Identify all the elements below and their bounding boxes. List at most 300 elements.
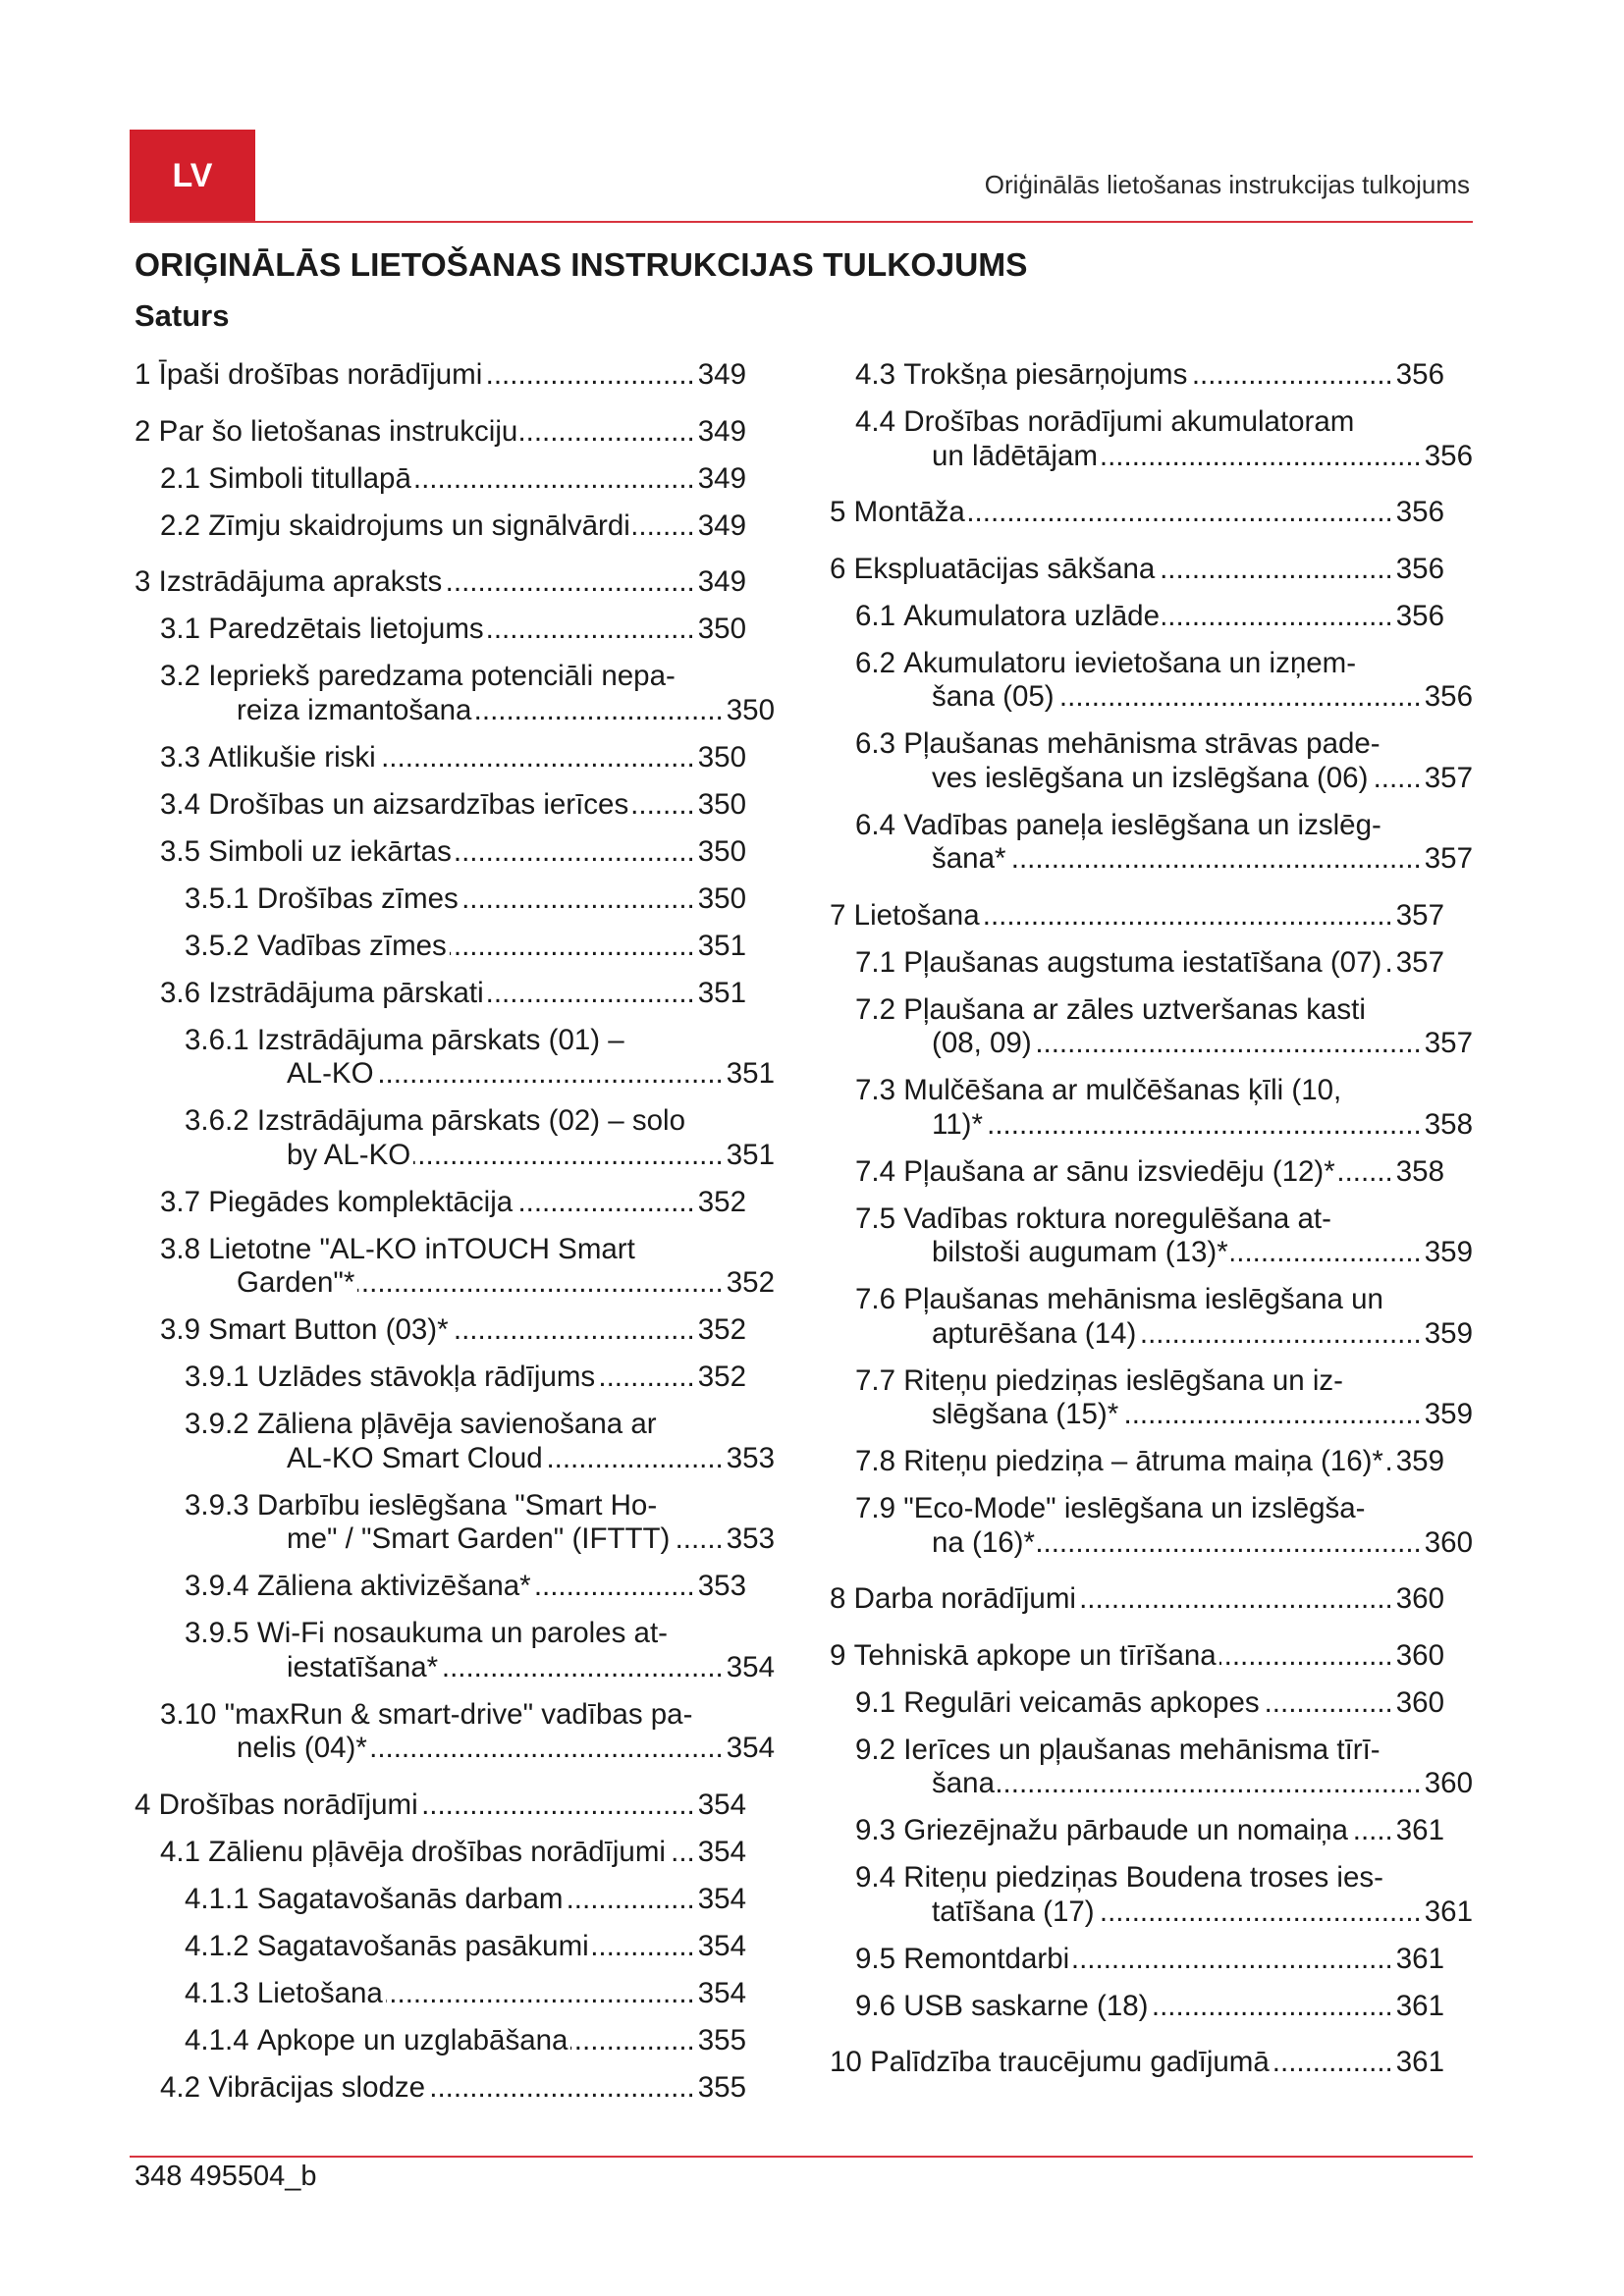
toc-entry-line <box>830 1317 1473 1352</box>
toc-entry <box>135 565 746 600</box>
toc-entry-page: 354 <box>697 1788 746 1821</box>
toc-entry-line <box>830 2046 1444 2080</box>
toc-entry-title: Vibrācijas slodze <box>208 2070 426 2104</box>
toc-entry-page: 349 <box>697 414 746 448</box>
toc-entry <box>830 1733 1473 1801</box>
dot-leader <box>485 358 695 393</box>
toc-entry <box>830 1363 1473 1432</box>
toc-entry <box>135 1883 746 1917</box>
toc-entry <box>830 405 1473 473</box>
toc-entry-line <box>135 509 746 544</box>
toc-entry-title: apturēšana (14) <box>932 1316 1137 1350</box>
toc-entry-title: Iepriekš paredzama potenciāli nepa- <box>208 660 676 692</box>
toc-entry-number: 3.9.4 <box>185 1570 249 1602</box>
toc-entry-title: Palīdzība traucējumu gadījumā <box>870 2046 1270 2078</box>
toc-entry-page: 361 <box>1395 2046 1444 2078</box>
toc-entry-title: Trokšņa piesārņojums <box>903 358 1188 391</box>
toc-entry-number: 3.7 <box>160 1185 201 1218</box>
toc-entry-number: 1 <box>135 358 151 391</box>
toc-entry-page: 349 <box>697 508 746 542</box>
toc-entry <box>135 462 746 497</box>
toc-entry-page: 354 <box>697 1835 746 1868</box>
toc-entry-line <box>135 1732 775 1766</box>
toc-entry-number: 7.7 <box>855 1363 896 1397</box>
toc-entry-line <box>135 1313 746 1348</box>
toc-entry-number: 4.3 <box>855 358 896 391</box>
toc-entry-title: Drošības norādījumi akumulatoram <box>903 405 1355 438</box>
toc-entry <box>830 1074 1473 1142</box>
toc-entry-number: 6.3 <box>855 727 896 760</box>
toc-entry-page: 356 <box>1395 358 1444 391</box>
toc-entry-page: 359 <box>1424 1236 1473 1268</box>
toc-entry-page: 357 <box>1424 761 1473 794</box>
toc-entry-number: 9.3 <box>855 1814 896 1846</box>
toc-entry-page: 352 <box>697 1361 746 1393</box>
toc-entry-page: 351 <box>697 976 746 1009</box>
toc-entry-number: 7.2 <box>855 992 896 1026</box>
dot-leader <box>983 899 1393 934</box>
toc-entry-title: AL-KO Smart Cloud <box>287 1441 543 1474</box>
toc-entry-number: 4.1.1 <box>185 1882 249 1915</box>
toc-entry <box>830 600 1444 634</box>
toc-entry <box>830 646 1473 715</box>
toc-entry-line <box>830 842 1473 877</box>
toc-entry <box>830 1201 1473 1270</box>
toc-entry <box>135 660 775 727</box>
dot-leader <box>633 509 695 544</box>
toc-entry-number: 3.9.3 <box>185 1488 249 1522</box>
toc-entry-line <box>135 358 746 393</box>
toc-entry-page: 354 <box>726 1732 775 1764</box>
toc-entry-title: un lādētājam <box>932 439 1098 472</box>
dot-leader <box>598 1361 695 1395</box>
dot-leader <box>1384 946 1392 981</box>
toc-entry-line <box>135 1698 746 1733</box>
toc-entry-number: 2 <box>135 414 151 448</box>
toc-entry-line <box>135 1233 746 1267</box>
toc-entry-title: "maxRun & smart-drive" vadības pa- <box>224 1697 693 1731</box>
toc-entry-title: me" / "Smart Garden" (IFTTT) <box>287 1522 671 1555</box>
toc-entry-line <box>830 553 1444 587</box>
toc-entry-number: 6 <box>830 552 846 585</box>
toc-entry-line <box>830 1108 1473 1143</box>
dot-leader <box>566 1883 694 1917</box>
toc-entry-line <box>830 600 1444 634</box>
toc-entry-page: 359 <box>1424 1398 1473 1430</box>
toc-entry-line <box>830 1639 1444 1674</box>
toc-entry-line <box>830 1236 1473 1270</box>
toc-entry <box>135 1408 775 1475</box>
toc-entry-title: Sagatavošanās darbam <box>256 1882 564 1915</box>
toc-entry-line <box>830 1202 1444 1237</box>
toc-entry-page: 357 <box>1395 945 1444 979</box>
toc-entry-line <box>830 1943 1444 1977</box>
toc-entry-page: 357 <box>1424 842 1473 875</box>
toc-entry-number: 3.6.1 <box>185 1023 249 1056</box>
toc-entry-page: 350 <box>697 613 746 645</box>
dot-leader <box>520 415 694 450</box>
toc-entry-line <box>830 1990 1444 2024</box>
toc-entry-title: Izstrādājuma pārskati <box>208 976 484 1009</box>
toc-entry <box>135 1104 775 1172</box>
toc-entry-page: 350 <box>726 693 775 726</box>
toc-entry-title: Smart Button (03)* <box>208 1313 449 1346</box>
toc-entry-title: AL-KO <box>287 1057 374 1090</box>
dot-leader <box>452 1313 695 1348</box>
toc-entry-page: 351 <box>697 929 746 962</box>
dot-leader <box>421 1789 695 1823</box>
toc-entry-title: Zāliena aktivizēšana* <box>256 1570 531 1602</box>
toc-entry-line <box>135 2024 746 2058</box>
toc-entry-page: 361 <box>1395 1989 1444 2022</box>
toc-entry-page: 356 <box>1424 680 1473 713</box>
dot-leader <box>1057 680 1422 715</box>
toc-entry-page: 361 <box>1395 1814 1444 1846</box>
toc-entry-title: šana (05) <box>932 680 1055 713</box>
toc-entry-page: 360 <box>1395 1638 1444 1672</box>
toc-entry-line <box>135 565 746 600</box>
toc-entry-page: 359 <box>1424 1316 1473 1350</box>
toc-entry-line <box>830 762 1473 796</box>
footer-rule <box>130 2156 1473 2158</box>
toc-entry-line <box>830 946 1444 981</box>
dot-leader <box>357 1266 723 1301</box>
dot-leader <box>377 1057 724 1092</box>
dot-leader <box>450 930 695 964</box>
toc-entry-title: Montāža <box>853 496 965 528</box>
toc-entry-title: Piegādes komplektācija <box>208 1185 514 1218</box>
toc-entry-title: Lietotne "AL-KO inTOUCH Smart <box>208 1232 635 1265</box>
toc-entry-line <box>135 1489 746 1523</box>
toc-entry-line <box>135 1883 746 1917</box>
footer-page-doc-number: 348 495504_b <box>135 2161 317 2192</box>
toc-entry-line <box>135 1186 746 1220</box>
toc-entry-title: Pļaušana ar sānu izsviedēju (12)* <box>903 1154 1335 1188</box>
toc-entry <box>135 930 746 964</box>
dot-leader <box>445 565 695 600</box>
toc-entry-title: Pļaušana ar zāles uztveršanas kasti <box>903 992 1366 1026</box>
dot-leader <box>413 1139 724 1173</box>
dot-leader <box>592 1930 695 1964</box>
toc-entry-line <box>135 1024 746 1058</box>
toc-entry-line <box>830 727 1444 762</box>
toc-entry-title: ves ieslēgšana un izslēgšana (06) <box>932 761 1369 794</box>
toc-entry-title: Vadības paneļa ieslēgšana un izslēg- <box>903 808 1381 841</box>
toc-entry-number: 7.4 <box>855 1154 896 1188</box>
toc-entry-page: 356 <box>1424 439 1473 472</box>
toc-entry-page: 349 <box>697 565 746 598</box>
dot-leader <box>1098 1896 1422 1930</box>
toc-entry-line <box>830 1767 1473 1801</box>
toc-entry-line <box>135 415 746 450</box>
language-badge: LV <box>130 130 255 222</box>
toc-entry-title: slēgšana (15)* <box>932 1398 1119 1430</box>
toc-entry-line <box>830 993 1444 1028</box>
toc-entry-title: Drošības zīmes <box>256 881 459 915</box>
dot-leader <box>386 1977 695 2011</box>
toc-entry-line <box>135 1651 775 1685</box>
dot-leader <box>1163 600 1393 634</box>
dot-leader <box>534 1570 695 1604</box>
toc-entry-line <box>135 1930 746 1964</box>
dot-leader <box>428 2071 695 2106</box>
toc-entry <box>830 1686 1444 1721</box>
toc-entry-page: 354 <box>697 1929 746 1962</box>
toc-entry-number: 9 <box>830 1638 846 1672</box>
toc-entry-line <box>830 1526 1473 1561</box>
dot-leader <box>1231 1236 1422 1270</box>
dot-leader <box>461 882 695 917</box>
toc-heading: Saturs <box>135 298 230 333</box>
toc-entry-title: Atlikušie riski <box>208 740 376 774</box>
toc-entry <box>830 808 1473 877</box>
toc-entry <box>135 613 746 647</box>
toc-entry-number: 10 <box>830 2046 862 2078</box>
toc-entry-title: by AL-KO <box>287 1138 411 1171</box>
dot-leader <box>546 1442 724 1476</box>
toc-entry <box>830 992 1473 1061</box>
toc-column-left <box>135 358 775 2105</box>
toc-entry-number: 4.4 <box>855 405 896 438</box>
toc-entry-page: 358 <box>1395 1154 1444 1188</box>
toc-entry-number: 3.1 <box>160 613 201 645</box>
toc-entry-number: 9.6 <box>855 1989 896 2022</box>
toc-entry <box>830 946 1444 981</box>
toc-entry-line <box>135 977 746 1011</box>
toc-entry-line <box>830 1896 1473 1930</box>
toc-entry-page: 358 <box>1424 1107 1473 1141</box>
toc-entry-title: Regulāri veicamās apkopes <box>903 1685 1260 1719</box>
toc-entry-page: 356 <box>1395 552 1444 585</box>
dot-leader <box>1190 358 1392 393</box>
toc-entry-line <box>830 680 1473 715</box>
toc-entry-title: Riteņu piedziņas Boudena troses ies- <box>903 1861 1383 1894</box>
toc-entry <box>830 1943 1444 1977</box>
toc-entry-title: Izstrādājuma apraksts <box>158 565 443 598</box>
toc-entry-title: šana <box>932 1767 995 1799</box>
toc-entry-title: Drošības norādījumi <box>158 1788 418 1821</box>
toc-entry-page: 354 <box>697 1882 746 1915</box>
toc-entry-page: 356 <box>1395 496 1444 528</box>
toc-entry-number: 3.5.1 <box>185 881 249 915</box>
dot-leader <box>487 613 695 647</box>
toc-entry <box>135 2071 746 2106</box>
toc-entry-title: bilstoši augumam (13)* <box>932 1236 1228 1268</box>
dot-leader <box>370 1732 724 1766</box>
toc-entry-number: 9.5 <box>855 1942 896 1975</box>
toc-entry-title: Riteņu piedziņas ieslēgšana un iz- <box>903 1363 1343 1397</box>
toc-entry <box>135 1930 746 1964</box>
toc-entry-line <box>830 1074 1444 1108</box>
toc-entry <box>830 553 1444 587</box>
toc-entry-title: Riteņu piedziņa – ātruma maiņa (16)* <box>903 1445 1383 1477</box>
toc-entry-title: Griezējnažu pārbaude un nomaiņa <box>903 1814 1348 1846</box>
toc-entry-number: 3.8 <box>160 1232 201 1265</box>
toc-entry <box>135 1570 746 1604</box>
toc-entry-number: 6.1 <box>855 599 896 632</box>
dot-leader <box>1139 1317 1421 1352</box>
toc-entry-page: 357 <box>1424 1027 1473 1059</box>
toc-entry-page: 352 <box>697 1313 746 1346</box>
toc-entry-title: Izstrādājuma pārskats (01) – <box>256 1023 624 1056</box>
toc-entry-title: (08, 09) <box>932 1027 1032 1059</box>
toc-entry-page: 349 <box>697 461 746 495</box>
dot-leader <box>1219 1639 1393 1674</box>
dot-leader <box>570 2024 694 2058</box>
toc-entry-number: 3 <box>135 565 151 598</box>
toc-entry-line <box>830 496 1444 530</box>
dot-leader <box>1121 1398 1422 1432</box>
toc-entry-number: 7.3 <box>855 1074 896 1106</box>
toc-entry-line <box>830 1814 1444 1848</box>
toc-entry <box>830 1283 1473 1351</box>
toc-entry-line <box>135 1789 746 1823</box>
toc-entry-page: 359 <box>1395 1445 1444 1477</box>
toc-entry <box>135 1023 775 1092</box>
toc-entry-number: 3.6 <box>160 976 201 1009</box>
toc-entry-line <box>830 1155 1444 1190</box>
toc-entry-page: 353 <box>726 1441 775 1474</box>
toc-entry-page: 360 <box>1395 1685 1444 1719</box>
toc-entry <box>135 1789 746 1823</box>
toc-entry-page: 350 <box>697 740 746 774</box>
toc-entry-number: 4.1.3 <box>185 1976 249 2009</box>
toc-entry-page: 352 <box>726 1266 775 1299</box>
toc-entry-title: Vadības roktura noregulēšana at- <box>903 1201 1331 1235</box>
toc-entry-page: 354 <box>697 1976 746 2009</box>
toc-entry-line <box>135 1266 775 1301</box>
toc-entry-line <box>830 1861 1444 1896</box>
toc-entry-title: Lietošana <box>256 1976 383 2009</box>
toc-entry-line <box>135 1836 746 1870</box>
toc-entry-page: 352 <box>697 1185 746 1218</box>
toc-entry-page: 353 <box>726 1522 775 1555</box>
toc-entry-title: Wi-Fi nosaukuma un paroles at- <box>256 1617 668 1649</box>
toc-entry-page: 350 <box>697 881 746 915</box>
toc-entry-page: 351 <box>726 1138 775 1171</box>
toc-entry <box>135 509 746 544</box>
toc-entry-title: Pļaušanas mehānisma strāvas pade- <box>903 727 1380 760</box>
toc-entry-number: 7 <box>830 898 846 932</box>
toc-entry-line <box>830 1686 1444 1721</box>
toc-entry-line <box>135 1522 775 1557</box>
toc-entry-title: Ierīces un pļaušanas mehānisma tīrī- <box>903 1733 1380 1766</box>
toc-entry-line <box>135 1442 775 1476</box>
toc-entry-line <box>830 1734 1444 1768</box>
toc-entry <box>135 1361 746 1395</box>
toc-entry <box>135 835 746 870</box>
toc-entry <box>830 496 1444 530</box>
toc-entry-line <box>135 613 746 647</box>
toc-entry-line <box>830 1283 1444 1317</box>
dot-leader <box>515 1186 695 1220</box>
toc-entry-page: 350 <box>697 787 746 821</box>
toc-entry-line <box>135 1139 775 1173</box>
toc-entry-title: Pļaušanas mehānisma ieslēgšana un <box>903 1283 1383 1315</box>
toc-entry <box>135 788 746 823</box>
toc-entry-title: šana* <box>932 842 1006 875</box>
toc-entry-number: 4.1.2 <box>185 1929 249 1962</box>
toc-entry-number: 4 <box>135 1788 151 1821</box>
toc-entry-number: 3.9 <box>160 1313 201 1346</box>
toc-entry-title: Simboli titullapā <box>208 461 411 495</box>
toc-entry-title: Zāliena pļāvēja savienošana ar <box>256 1408 657 1440</box>
toc-entry-number: 6.4 <box>855 808 896 841</box>
toc-entry <box>135 882 746 917</box>
toc-entry-page: 360 <box>1395 1582 1444 1615</box>
toc-entry-line <box>135 462 746 497</box>
toc-entry-page: 356 <box>1395 599 1444 632</box>
toc-entry <box>830 1492 1473 1560</box>
toc-entry-line <box>135 882 746 917</box>
toc-entry-title: "Eco-Mode" ieslēgšana un izslēgša- <box>903 1492 1366 1524</box>
dot-leader <box>968 496 1393 530</box>
toc-entry-line <box>135 741 746 775</box>
toc-entry-title: Mulčēšana ar mulčēšanas ķīli (10, <box>903 1074 1342 1106</box>
toc-entry <box>135 1836 746 1870</box>
toc-entry-number: 7.1 <box>855 945 896 979</box>
toc-entry-title: Akumulatora uzlāde <box>903 599 1160 632</box>
toc-entry-page: 360 <box>1424 1767 1473 1799</box>
toc-entry-number: 2.2 <box>160 508 201 542</box>
toc-entry-line <box>135 1057 775 1092</box>
toc-entry-title: Darba norādījumi <box>853 1582 1076 1615</box>
toc-entry-line <box>830 1445 1444 1479</box>
toc-entry-number: 4.2 <box>160 2070 201 2104</box>
toc-entry-title: Darbību ieslēgšana "Smart Ho- <box>256 1488 658 1522</box>
toc-entry-number: 7.8 <box>855 1445 896 1477</box>
toc-entry-number: 3.9.1 <box>185 1361 249 1393</box>
dot-leader <box>986 1108 1422 1143</box>
toc-entry-title: Zālienu pļāvēja drošības norādījumi <box>208 1835 666 1868</box>
toc-entry-page: 349 <box>697 358 746 391</box>
toc-entry-page: 353 <box>697 1570 746 1602</box>
toc-entry-line <box>830 1492 1444 1526</box>
dot-leader <box>1038 1526 1422 1561</box>
toc-entry-title: na (16)* <box>932 1525 1035 1559</box>
dot-leader <box>1072 1943 1393 1977</box>
dot-leader <box>998 1767 1422 1801</box>
dot-leader <box>379 741 695 775</box>
toc-entry-number: 3.5.2 <box>185 929 249 962</box>
toc-entry-line <box>135 930 746 964</box>
toc-entry <box>135 1186 746 1220</box>
toc-entry-line <box>830 1582 1444 1617</box>
toc-entry-title: Par šo lietošanas instrukciju <box>158 414 518 448</box>
toc-entry-title: Pļaušanas augstuma iestatīšana (07) <box>903 945 1382 979</box>
dot-leader <box>1008 842 1421 877</box>
dot-leader <box>487 977 695 1011</box>
toc-entry-line <box>135 1977 746 2011</box>
toc-entry <box>830 358 1444 393</box>
dot-leader <box>1338 1155 1393 1190</box>
toc-entry-number: 9.2 <box>855 1733 896 1766</box>
toc-entry <box>135 415 746 450</box>
toc-entry-title: Akumulatoru ievietošana un izņem- <box>903 646 1357 679</box>
toc-entry-line <box>135 1361 746 1395</box>
toc-entry-title: tatīšana (17) <box>932 1895 1095 1928</box>
toc-entry-page: 350 <box>697 834 746 868</box>
toc-entry <box>135 1697 775 1766</box>
toc-entry-number: 3.6.2 <box>185 1104 249 1137</box>
toc-entry <box>830 1445 1444 1479</box>
toc-entry-number: 3.5 <box>160 834 201 868</box>
toc-entry-number: 2.1 <box>160 461 201 495</box>
toc-entry-title: Īpaši drošības norādījumi <box>158 358 483 391</box>
toc-entry <box>135 1232 775 1301</box>
toc-entry-line <box>830 1027 1473 1061</box>
toc-entry-page: 360 <box>1424 1525 1473 1559</box>
